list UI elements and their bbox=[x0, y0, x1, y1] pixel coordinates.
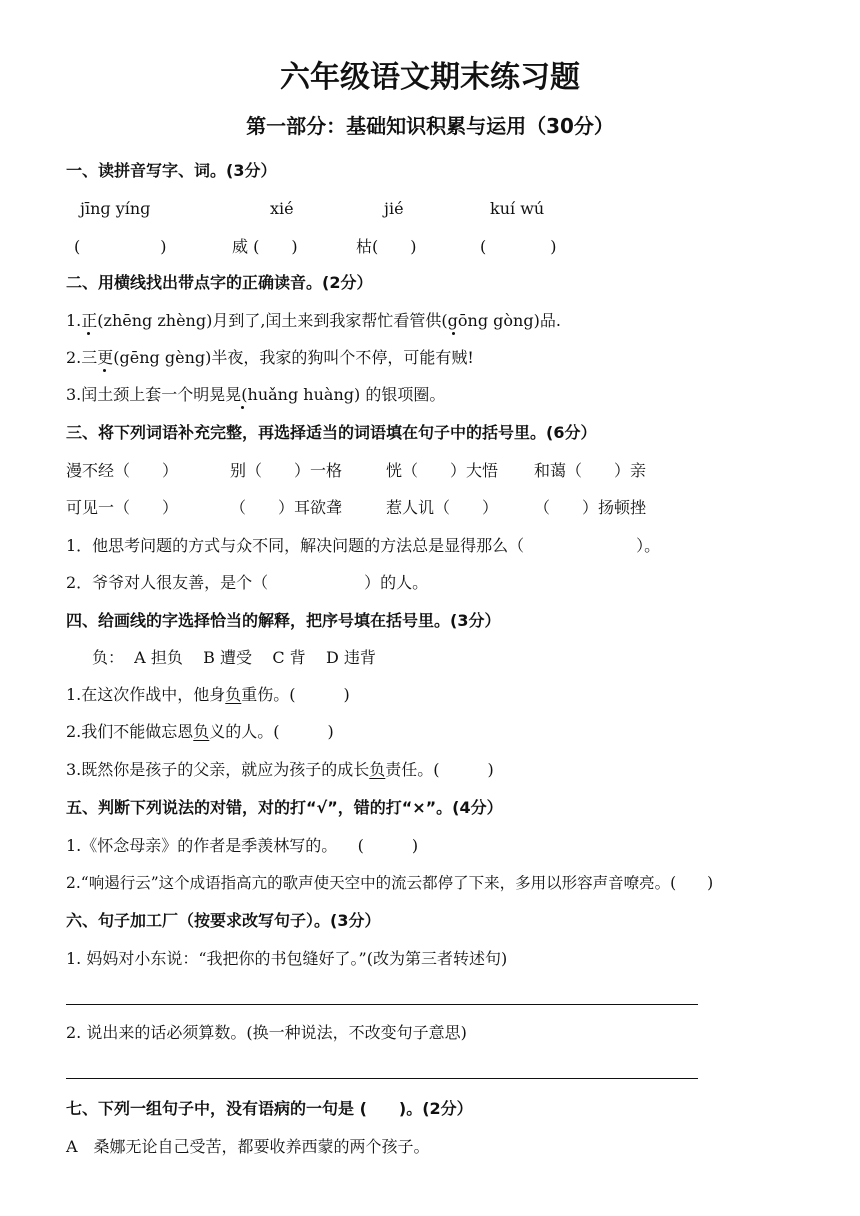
section-1-heading: 一、读拼音写字、词。(3分） bbox=[66, 161, 277, 180]
s2-question-3: 3.闰土颈上套一个明晃晃(huǎng huàng) 的银项圈。 bbox=[66, 385, 446, 404]
emphasis-dot bbox=[452, 332, 455, 335]
section-4-heading: 四、给画线的字选择恰当的解释，把序号填在括号里。(3分） bbox=[66, 611, 501, 630]
idiom-blank[interactable]: 可见一（ ） bbox=[66, 498, 179, 517]
idiom-blank[interactable]: 别（ ）一格 bbox=[230, 461, 343, 480]
answer-blank-2[interactable]: 威 ( ) bbox=[232, 237, 298, 256]
s5-question-1: 1.《怀念母亲》的作者是季羡林写的。 ( ) bbox=[66, 836, 419, 855]
s3-question-2: 2．爷爷对人很友善，是个（ ）的人。 bbox=[66, 573, 429, 592]
pinyin-2: xié bbox=[270, 199, 294, 218]
underlined-char: 负 bbox=[193, 722, 210, 741]
section-5-heading: 五、判断下列说法的对错，对的打“√”，错的打“×”。(4分） bbox=[66, 798, 503, 817]
s2-question-2: 2.三更(gēng gèng)半夜，我家的狗叫个不停，可能有贼! bbox=[66, 348, 474, 367]
definition-options: 负： A 担负 B 遭受 C 背 D 违背 bbox=[92, 648, 376, 667]
section-6-heading: 六、句子加工厂（按要求改写句子）。(3分） bbox=[66, 911, 381, 930]
pinyin-4: kuí wú bbox=[490, 199, 545, 218]
idiom-blank[interactable]: （ ）耳欲聋 bbox=[230, 498, 343, 517]
section-3-heading: 三、将下列词语补充完整，再选择适当的词语填在句子中的括号里。(6分） bbox=[66, 423, 597, 442]
s6-question-2: 2. 说出来的话必须算数。(换一种说法，不改变句子意思) bbox=[66, 1023, 467, 1042]
idiom-blank[interactable]: 惹人讥（ ） bbox=[386, 498, 499, 517]
answer-blank-3[interactable]: 枯( ) bbox=[356, 237, 417, 256]
s2-question-1: 1.正(zhēng zhèng)月到了,闰土来到我家帮忙看管供(gōng gòng)品. bbox=[66, 311, 561, 330]
underlined-char: 负 bbox=[225, 685, 242, 704]
s6-question-1: 1. 妈妈对小东说：“我把你的书包缝好了。”(改为第三者转述句) bbox=[66, 949, 508, 968]
section-7-heading: 七、下列一组句子中，没有语病的一句是 ( )。(2分） bbox=[66, 1099, 473, 1118]
answer-blank-4[interactable]: ( ) bbox=[480, 237, 557, 256]
idiom-blank[interactable]: 漫不经（ ） bbox=[66, 461, 179, 480]
answer-line[interactable] bbox=[66, 1078, 698, 1079]
page-title: 六年级语文期末练习题 bbox=[280, 60, 580, 95]
emphasis-dot bbox=[87, 332, 90, 335]
s3-question-1: 1．他思考问题的方式与众不同，解决问题的方法总是显得那么（ ）。 bbox=[66, 536, 661, 555]
emphasis-dot bbox=[103, 369, 106, 372]
idiom-blank[interactable]: 和蔼（ ）亲 bbox=[534, 461, 647, 480]
section-2-heading: 二、用横线找出带点字的正确读音。(2分） bbox=[66, 273, 373, 292]
idiom-blank[interactable]: 恍（ ）大悟 bbox=[386, 461, 499, 480]
s5-question-2: 2.“响遏行云”这个成语指高亢的歌声使天空中的流云都停了下来，多用以形容声音嘹亮。( ) bbox=[66, 874, 714, 892]
s4-question-2: 2.我们不能做忘恩负义的人。( ) bbox=[66, 722, 334, 741]
answer-blank-1[interactable]: ( ) bbox=[74, 237, 167, 256]
underlined-char: 负 bbox=[369, 760, 386, 779]
s4-question-3: 3.既然你是孩子的父亲，就应为孩子的成长负责任。( ) bbox=[66, 760, 494, 779]
pinyin-1: jīnɡ yínɡ bbox=[80, 199, 151, 218]
s7-option-a: A 桑娜无论自己受苦，都要收养西蒙的两个孩子。 bbox=[66, 1137, 430, 1156]
pinyin-3: jié bbox=[384, 199, 404, 218]
emphasis-dot bbox=[241, 406, 244, 409]
idiom-blank[interactable]: （ ）扬顿挫 bbox=[534, 498, 647, 517]
s4-question-1: 1.在这次作战中，他身负重伤。( ) bbox=[66, 685, 350, 704]
page-subtitle: 第一部分：基础知识积累与运用（30分） bbox=[246, 114, 614, 138]
answer-line[interactable] bbox=[66, 1004, 698, 1005]
